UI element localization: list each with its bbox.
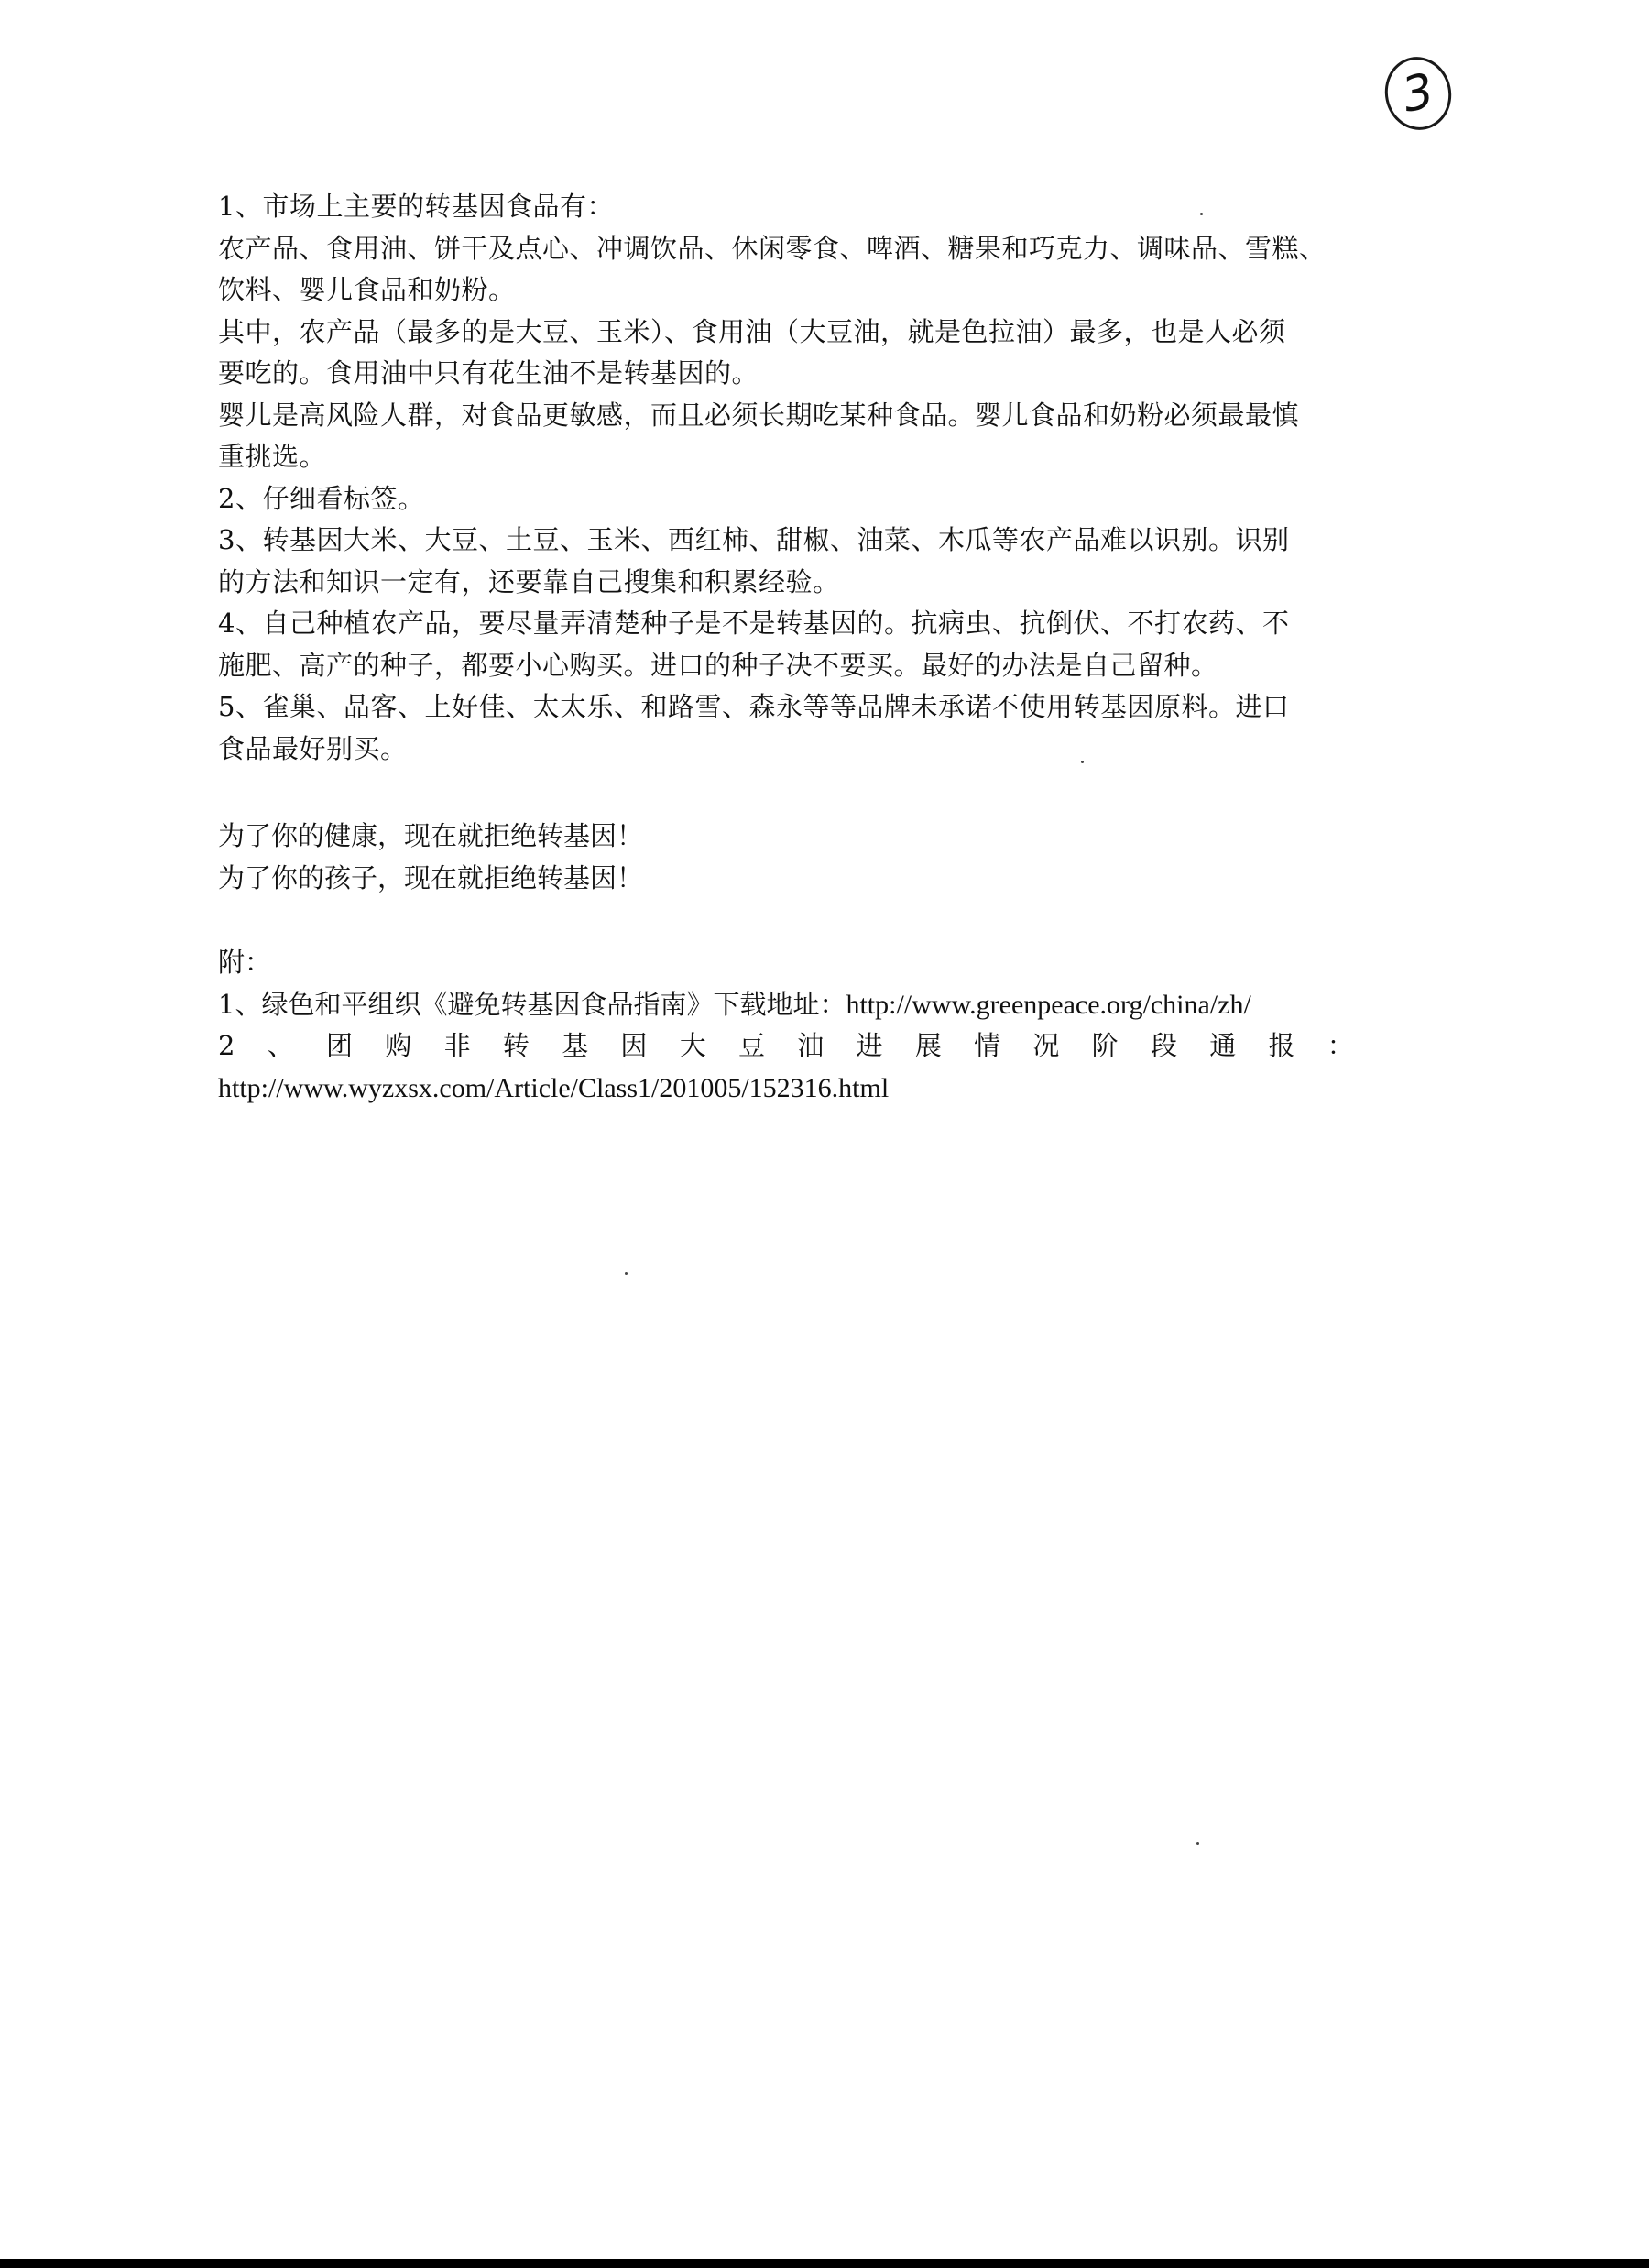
paragraph-line: 4、自己种植农产品，要尽量弄清楚种子是不是转基因的。抗病虫、抗倒伏、不打农药、不: [218, 608, 1290, 639]
paragraph-line: 重挑选。: [218, 441, 327, 472]
appendix-item-2-char: 因: [620, 1030, 648, 1061]
paragraph-line: 食品最好别买。: [218, 732, 408, 764]
page-number: 3: [1397, 63, 1439, 124]
appendix-block: [218, 942, 1354, 1109]
paragraph-line: 婴儿是高风险人群，对食品更敏感，而且必须长期吃某种食品。婴儿食品和奶粉必须最最慎: [218, 399, 1300, 431]
paragraph-line: 施肥、高产的种子，都要小心购买。进口的种子决不要买。最好的办法是自己留种。: [218, 649, 1218, 681]
greenpeace-link: http://www.greenpeace.org/china/zh/: [846, 989, 1251, 1020]
appendix-item-2-url-line: [218, 1068, 1354, 1110]
main-text-block: [218, 186, 1354, 770]
paragraph-line: 的方法和知识一定有，还要靠自己搜集和积累经验。: [218, 565, 840, 597]
appendix-item-2-char: 报: [1268, 1030, 1295, 1061]
appendix-item-2-char: 况: [1032, 1030, 1060, 1061]
appendix-item-2-char: 进: [856, 1030, 883, 1061]
scan-speck: [1200, 213, 1203, 215]
paragraph-line: 要吃的。食用油中只有花生油不是转基因的。: [218, 357, 759, 389]
appendix-item-2-char: 、: [267, 1030, 294, 1061]
appendix-heading: 附：: [218, 947, 272, 978]
appendix-item-2-char: 通: [1209, 1030, 1237, 1061]
appendix-item-1-text: 1、绿色和平组织《避免转基因食品指南》下载地址：: [218, 988, 846, 1020]
appendix-item-2-char: 2: [218, 1030, 235, 1061]
paragraph-line: 其中，农产品（最多的是大豆、玉米）、食用油（大豆油，就是色拉油）最多，也是人必须: [218, 315, 1286, 347]
paragraph-line: 5、雀巢、品客、上好佳、太太乐、和路雪、森永等等品牌未承诺不使用转基因原料。进口: [218, 691, 1290, 722]
paragraph-line: 1、市场上主要的转基因食品有：: [218, 191, 614, 222]
appendix-item-2-char: 油: [797, 1030, 824, 1061]
appendix-item-2-char: ：: [1327, 1030, 1354, 1061]
appendix-item-2-text: [218, 1025, 1354, 1068]
slogan-line: 为了你的孩子，现在就拒绝转基因！: [218, 861, 644, 893]
appendix-item-2-char: 转: [502, 1030, 530, 1061]
appendix-item-2-char: 段: [1150, 1030, 1177, 1061]
appendix-item-2-char: 购: [385, 1030, 412, 1061]
scan-speck: [625, 1272, 628, 1275]
paragraph-line: 饮料、婴儿食品和奶粉。: [218, 274, 516, 305]
appendix-item-2-char: 基: [562, 1030, 589, 1061]
slogan-block: [218, 816, 643, 899]
page-number-circle: [1378, 50, 1458, 136]
appendix-item-2-char: 大: [679, 1030, 706, 1061]
wyzxsx-link: http://www.wyzxsx.com/Article/Class1/201005/152316.html: [218, 1072, 890, 1103]
scan-bottom-edge: [0, 2259, 1649, 2268]
appendix-item-2-char: 情: [974, 1030, 1001, 1061]
scan-speck: [1081, 761, 1084, 763]
appendix-item-2-char: 豆: [737, 1030, 765, 1061]
appendix-item-2-char: 阶: [1091, 1030, 1119, 1061]
paragraph-line: 农产品、食用油、饼干及点心、冲调饮品、休闲零食、啤酒、糖果和巧克力、调味品、雪糕、: [218, 232, 1327, 264]
paragraph-line: 2、仔细看标签。: [218, 482, 425, 514]
paragraph-line: 3、转基因大米、大豆、土豆、玉米、西红柿、甜椒、油菜、木瓜等农产品难以识别。识别: [218, 524, 1290, 555]
scan-speck: [1196, 1842, 1199, 1845]
slogan-line: 为了你的健康，现在就拒绝转基因！: [218, 820, 644, 851]
appendix-item-2-char: 展: [914, 1030, 942, 1061]
appendix-item-2-char: 团: [326, 1030, 354, 1061]
appendix-item-2-char: 非: [443, 1030, 471, 1061]
appendix-item-1: [218, 984, 1354, 1026]
